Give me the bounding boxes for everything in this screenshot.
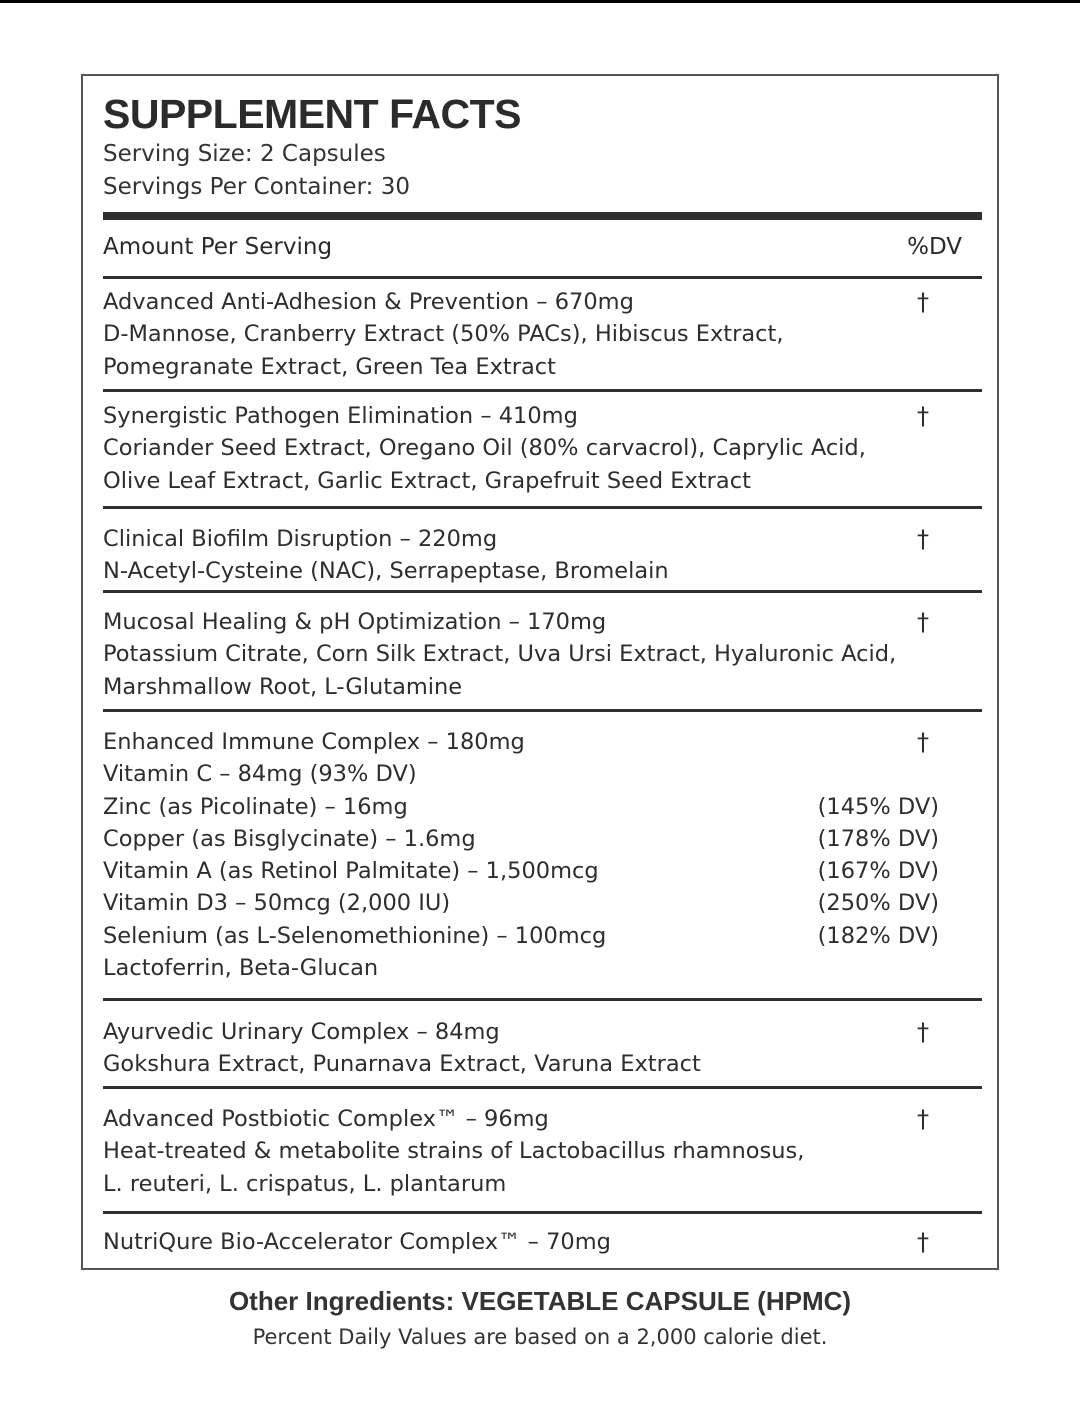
nutrient-name: Vitamin A (as Retinol Palmitate) – 1,500mcg xyxy=(103,858,599,885)
section-heading: Advanced Postbiotic Complex™ – 96mg xyxy=(103,1106,549,1132)
ingredient-section xyxy=(103,1016,973,1081)
nutrient-dv: (145% DV) xyxy=(817,793,939,820)
immune-complex-section xyxy=(103,726,973,984)
nutrient-dv: (178% DV) xyxy=(817,825,939,852)
section-line: N-Acetyl-Cysteine (NAC), Serrapeptase, Bromelain xyxy=(103,558,669,585)
serving-size: Serving Size: 2 Capsules xyxy=(103,141,386,167)
nutrient-dv: (167% DV) xyxy=(817,858,939,885)
section-line: L. reuteri, L. crispatus, L. plantarum xyxy=(103,1170,507,1197)
section-line: Olive Leaf Extract, Garlic Extract, Grapefruit Seed Extract xyxy=(103,467,751,494)
supplement-facts-panel xyxy=(81,74,999,1270)
nutrient-name: Zinc (as Picolinate) – 16mg xyxy=(103,793,408,820)
nutrient-name: Selenium (as L-Selenomethionine) – 100mcg xyxy=(103,922,607,949)
thick-divider xyxy=(103,212,982,220)
dv-header: %DV xyxy=(907,234,962,260)
section-line: Marshmallow Root, L-Glutamine xyxy=(103,673,463,700)
dagger-mark: † xyxy=(917,525,929,553)
divider xyxy=(103,1086,982,1089)
dagger-mark: † xyxy=(917,1018,929,1046)
section-line: Heat-treated & metabolite strains of Lactobacillus rhamnosus, xyxy=(103,1138,805,1165)
nutrient-dv: (182% DV) xyxy=(817,922,939,949)
divider xyxy=(103,506,982,509)
top-border-line xyxy=(0,0,1080,3)
dagger-mark: † xyxy=(917,728,929,756)
section-line: Lactoferrin, Beta-Glucan xyxy=(103,955,379,982)
section-heading: Mucosal Healing & pH Optimization – 170mg xyxy=(103,609,607,635)
servings-per-container: Servings Per Container: 30 xyxy=(103,174,410,200)
divider xyxy=(103,389,982,392)
section-heading: Ayurvedic Urinary Complex – 84mg xyxy=(103,1019,500,1045)
nutrient-row xyxy=(103,823,973,855)
section-line: Pomegranate Extract, Green Tea Extract xyxy=(103,353,556,380)
nutrient-row xyxy=(103,855,973,887)
ingredient-section xyxy=(103,1103,973,1200)
section-heading: Clinical Biofilm Disruption – 220mg xyxy=(103,526,498,552)
amount-per-serving-header: Amount Per Serving xyxy=(103,234,333,260)
daily-value-note: Percent Daily Values are based on a 2,000 calorie diet. xyxy=(252,1325,828,1349)
divider xyxy=(103,998,982,1001)
dagger-mark: † xyxy=(917,1105,929,1133)
ingredient-section xyxy=(103,400,973,497)
nutrient-row xyxy=(103,791,973,823)
nutrient-dv: (250% DV) xyxy=(817,890,939,917)
section-line: Coriander Seed Extract, Oregano Oil (80% carvacrol), Caprylic Acid, xyxy=(103,435,866,462)
section-heading: Enhanced Immune Complex – 180mg xyxy=(103,729,525,755)
dagger-mark: † xyxy=(917,288,929,316)
section-line: Potassium Citrate, Corn Silk Extract, Uva Ursi Extract, Hyaluronic Acid, xyxy=(103,641,897,668)
nutrient-row xyxy=(103,920,973,952)
divider xyxy=(103,276,982,279)
dagger-mark: † xyxy=(917,402,929,430)
nutrient-name: Copper (as Bisglycinate) – 1.6mg xyxy=(103,825,476,852)
divider xyxy=(103,590,982,593)
dagger-mark: † xyxy=(917,1228,929,1256)
vitamin-c-line: Vitamin C – 84mg (93% DV) xyxy=(103,761,417,788)
section-heading: Synergistic Pathogen Elimination – 410mg xyxy=(103,403,578,429)
ingredient-section xyxy=(103,606,973,703)
nutrient-row xyxy=(103,887,973,919)
ingredient-section xyxy=(103,523,973,588)
ingredient-section xyxy=(103,1226,973,1258)
other-ingredients: Other Ingredients: VEGETABLE CAPSULE (HPMC) xyxy=(228,1286,852,1316)
divider xyxy=(103,709,982,712)
panel-title: SUPPLEMENT FACTS xyxy=(103,91,521,137)
dagger-mark: † xyxy=(917,608,929,636)
ingredient-section xyxy=(103,286,973,383)
section-line: Gokshura Extract, Punarnava Extract, Varuna Extract xyxy=(103,1051,701,1078)
divider xyxy=(103,1211,982,1214)
section-line: D-Mannose, Cranberry Extract (50% PACs), Hibiscus Extract, xyxy=(103,321,784,348)
section-heading: Advanced Anti-Adhesion & Prevention – 670mg xyxy=(103,289,634,315)
nutrient-name: Vitamin D3 – 50mcg (2,000 IU) xyxy=(103,890,451,917)
section-heading: NutriQure Bio-Accelerator Complex™ – 70mg xyxy=(103,1229,611,1255)
